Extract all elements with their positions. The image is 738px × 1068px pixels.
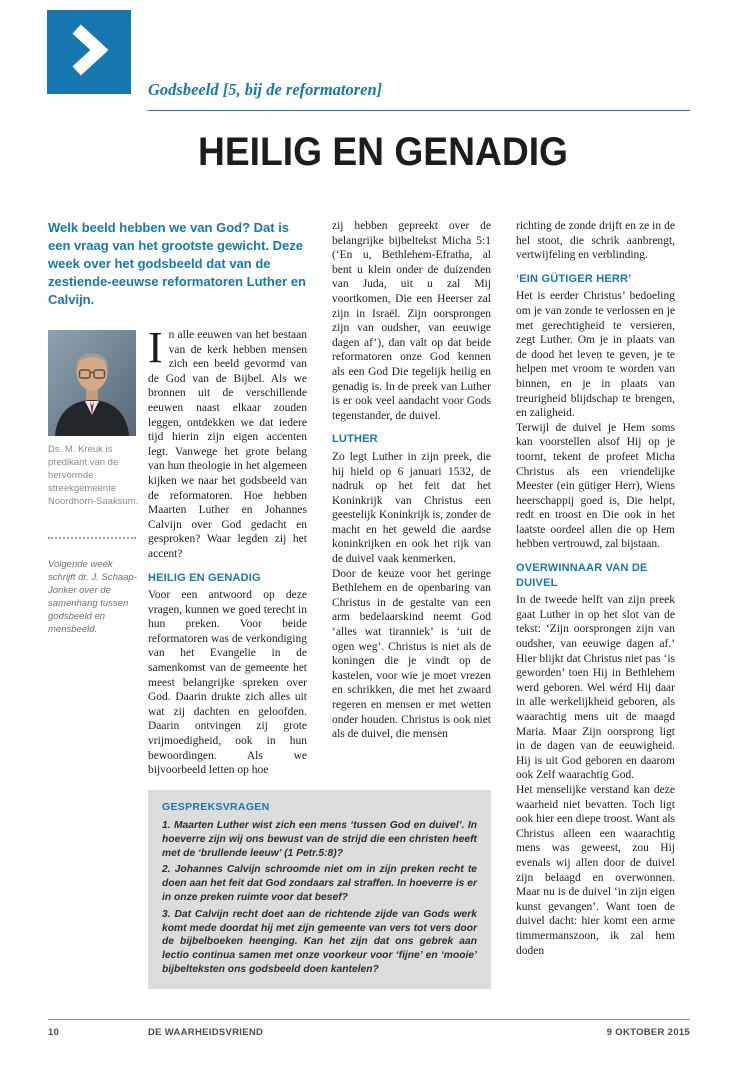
section-heading: ‘EIN GÜTIGER HERR’ [516,272,632,285]
paragraph: In de tweede helft van zijn preek gaat Luther in op het slot van de tekst: ‘Zijn oorsprongen zijn van oudsher, van eeuwige dagen af.’ Hier blijkt dat Christus niet pas ‘is geworden’ toen Hij in Bethlehem werd geboren. Wel wérd Hij daar in alle werkelijkheid geboren, als waarachtig mens uit de maagd Maria. Maar Zijn oorsprong ligt in de dagen van de eeuwigheid. Hij is uit God geboren en daarom ook Zelf waarachtig God. [516,594,675,782]
section-heading: HEILIG EN GENADIG [148,571,261,584]
discussion-question: 1. Maarten Luther wist zich een mens ‘tussen God en duivel’. In hoeverre zijn wij ons bewust van de strijd die een christen heeft met de ‘brullende leeuw’ (1 Petr.5:8)? [162,820,477,859]
discussion-box-title: GESPREKSVRAGEN [162,801,270,813]
body-column-2 [332,219,491,788]
paragraph [148,328,307,562]
section-heading: LUTHER [332,433,378,446]
paragraph: Door de keuze voor het geringe Bethlehem en de openbaring van Christus in de gestalte van een arm bedelaarskind neemt God ‘alles wat tiranniek’ is ‘uit de ogen weg’. Christus is niet als de koningen die je vindt op de kastelen, voor wie je moet vrezen en schrikken, die met het zwaard regeren en mensen er met wetten onder houden. Christus is ook niet als de duivel, die mensen [332,567,491,741]
paragraph-text: n alle eeuwen van het bestaan van de kerk hebben mensen zich een beeld gevormd van de God van de Bijbel. Als we bronnen uit de verschillende eeuwen naast elkaar zouden leggen, ontdekken we dat iedere tijd hierin zijn eigen accenten legt. Vanwege het grote belang van hun theologie in het algemeen kijken we naar het godsbeeld van de reformatoren. Hoe hebben Maarten Luther en Johannes Calvijn over God gedacht en gesproken? Waar legden zij het accent? [148,329,307,560]
next-week-note: Volgende week schrijft dr. J. Schaap-Jonker over de samenhang tussen godsbeeld en mensbeeld. [48,559,137,635]
intro-paragraph: Welk beeld hebben we van God? Dat is een vraag van het grootste gewicht. Deze week over het godsbeeld dat van de zestiende-eeuwse reformatoren Luther en Calvijn. [48,220,306,307]
paragraph: Voor een antwoord op deze vragen, kunnen we goed terecht in hun preken. Voor beide reformatoren was de verkondiging van het Evangelie in de samenkomst van de gemeente het meest belangrijke spreken over God. Daarin drukte zich alles uit wat zij dachten en geloofden. Daarin ontvingen zij grote vrijmoedigheid, ook in hun bewoordingen. Als we bijvoorbeeld letten op hoe [148,589,307,777]
series-title: Godsbeeld [5, bij de reformatoren] [148,80,383,99]
footer-magazine-name: DE WAARHEIDSVRIEND [148,1027,264,1038]
drop-cap: I [148,328,163,372]
sidebar-divider [48,537,136,539]
author-photo [48,330,136,436]
footer-page-number: 10 [48,1027,60,1038]
footer-date: 9 OKTOBER 2015 [606,1027,690,1038]
body-column-3 [516,219,675,991]
discussion-question: 3. Dat Calvijn recht doet aan de richtende zijde van Gods werk komt mede doordat hij met zijn gemeente van vers tot vers door de bijbelboeken heenging. Kan het zijn dat ons gebrek aan lectio continua samen met onze voorkeur voor ‘fijne’ en ‘mooie’ bijbelteksten ons godsbeeld doen kantelen? [162,908,477,975]
page-title: HEILIG EN GENADIG [198,130,568,174]
footer-rule [48,1019,690,1020]
body-column-1 [148,328,307,788]
discussion-questions-box [148,790,491,989]
section-heading: OVERWINNAAR VAN DE DUIVEL [516,562,648,589]
paragraph: zij hebben gepreekt over de belangrijke bijbeltekst Micha 5:1 (‘En u, Bethlehem-Efratha, al bent u klein onder de duizenden van Juda, uit u zal Mij voortkomen, Die een Heerser zal zijn in Israël. Zijn oorsprongen zijn van oudsher, van eeuwige dagen af’), dan valt op dat beide reformatoren onze God kennen als een God Die tegelijk heilig en genadig is. In de preek van Luther is er ook veel aandacht voor Gods tegenstander, de duivel. [332,220,491,422]
paragraph: richting de zonde drijft en ze in de hel stoot, die schrik aanbrengt, vertwijfeling en verblinding. [516,220,675,262]
header-rule [148,110,690,111]
paragraph: Zo legt Luther in zijn preek, die hij hield op 6 januari 1532, de nadruk op het feit dat het Koninkrijk van Christus een geestelijk Koninkrijk is, zonder de macht en het geweld die aardse koninkrijken en ook het rijk van de duivel vaak kenmerken. [332,450,491,566]
brand-square [47,10,131,94]
photo-caption: Ds. M. Kreuk is predikant van de hervormde streekgemeente Noordhorn-Saaksum. [48,444,139,507]
discussion-question: 2. Johannes Calvijn schroomde niet om in zijn preken recht te doen aan het feit dat God zondaars zal straffen. In hoeverre is er in onze preken ruimte voor dat besef? [162,864,477,903]
paragraph: Het is eerder Christus’ bedoeling om je van zonde te verlossen en je met gerechtigheid te versieren, zegt Luther. Om je in plaats van de dood het leven te geven, je te helpen met vroom te worden van binnen, en je in plaats van treurigheid blijdschap te brengen, en zaligheid. [516,290,675,420]
paragraph: Het menselijke verstand kan deze waarheid niet bevatten. Toch ligt ook hier een diepe troost. Want als Christus alleen een waarachtig mens was geweest, zou Hij evenals wij allen door de duivel zijn belaagd en overwonnen. Maar nu is de duivel ‘in zijn eigen kunst gevangen’. Want toen de duivel dacht: hier komt een arme timmermanszoon, ik zal hem doden [516,783,675,957]
brand-chevron-icon [70,23,108,82]
paragraph: Terwijl de duivel je Hem soms kan voorstellen alsof Hij op je toornt, tekent de profeet Micha Christus als een vriendelijke Meester (ein gütiger Herr), Wiens heerschappij goed is, Die helpt, redt en troost en Die ook in het laatste oordeel allen die op Hem hebben vertrouwd, zal bijstaan. [516,421,675,551]
